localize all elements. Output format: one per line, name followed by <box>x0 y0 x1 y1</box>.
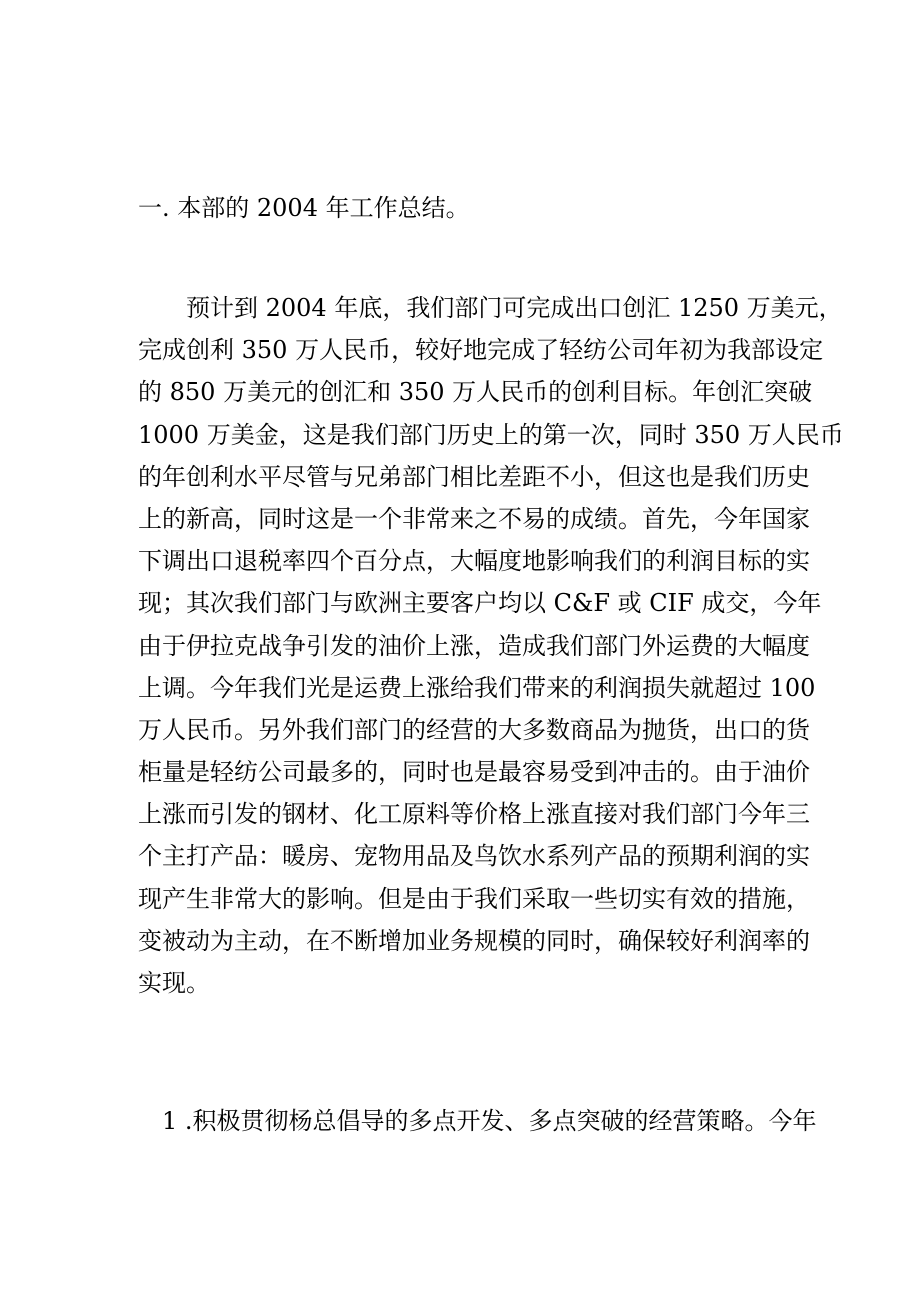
paragraph-line: 预计到 2004 年底，我们部门可完成出口创汇 1250 万美元， <box>186 294 843 322</box>
paragraph-line: 的年创利水平尽管与兄弟部门相比差距不小，但这也是我们历史 <box>138 462 810 491</box>
paragraph-line: 上涨而引发的钢材、化工原料等价格上涨直接对我们部门今年三 <box>138 800 810 829</box>
summary-paragraph <box>138 287 844 1004</box>
paragraph-line: 的 850 万美元的创汇和 350 万人民币的创利目标。年创汇突破 <box>138 378 813 407</box>
paragraph-line: 万人民币。另外我们部门的经营的大多数商品为抛货，出口的货 <box>138 715 810 744</box>
paragraph-line: 上的新高，同时这是一个非常来之不易的成绩。首先，今年国家 <box>138 504 810 533</box>
paragraph-line: 完成创利 350 万人民币，较好地完成了轻纺公司年初为我部设定 <box>138 336 824 365</box>
paragraph-line: 由于伊拉克战争引发的油价上涨，造成我们部门外运费的大幅度 <box>138 631 810 660</box>
paragraph-line: 个主打产品：暖房、宠物用品及鸟饮水系列产品的预期利润的实 <box>138 842 810 871</box>
paragraph-line: 变被动为主动，在不断增加业务规模的同时，确保较好利润率的 <box>138 926 810 955</box>
paragraph-line: 实现。 <box>138 969 210 997</box>
paragraph-line: 现；其次我们部门与欧洲主要客户均以 C&F 或 CIF 成交，今年 <box>138 589 822 618</box>
paragraph-line: 1000 万美金，这是我们部门历史上的第一次，同时 350 万人民币 <box>138 420 844 449</box>
paragraph-line: 现产生非常大的影响。但是由于我们采取一些切实有效的措施， <box>138 884 810 913</box>
paragraph-line: 上调。今年我们光是运费上涨给我们带来的利润损失就超过 100 <box>138 673 816 702</box>
paragraph-line: 柜量是轻纺公司最多的，同时也是最容易受到冲击的。由于油价 <box>138 758 810 787</box>
section-heading: 一. 本部的 2004 年工作总结。 <box>138 194 470 222</box>
list-item-1: 1 .积极贯彻杨总倡导的多点开发、多点突破的经营策略。今年 <box>162 1107 817 1135</box>
paragraph-line: 下调出口退税率四个百分点，大幅度地影响我们的利润目标的实 <box>138 547 810 576</box>
